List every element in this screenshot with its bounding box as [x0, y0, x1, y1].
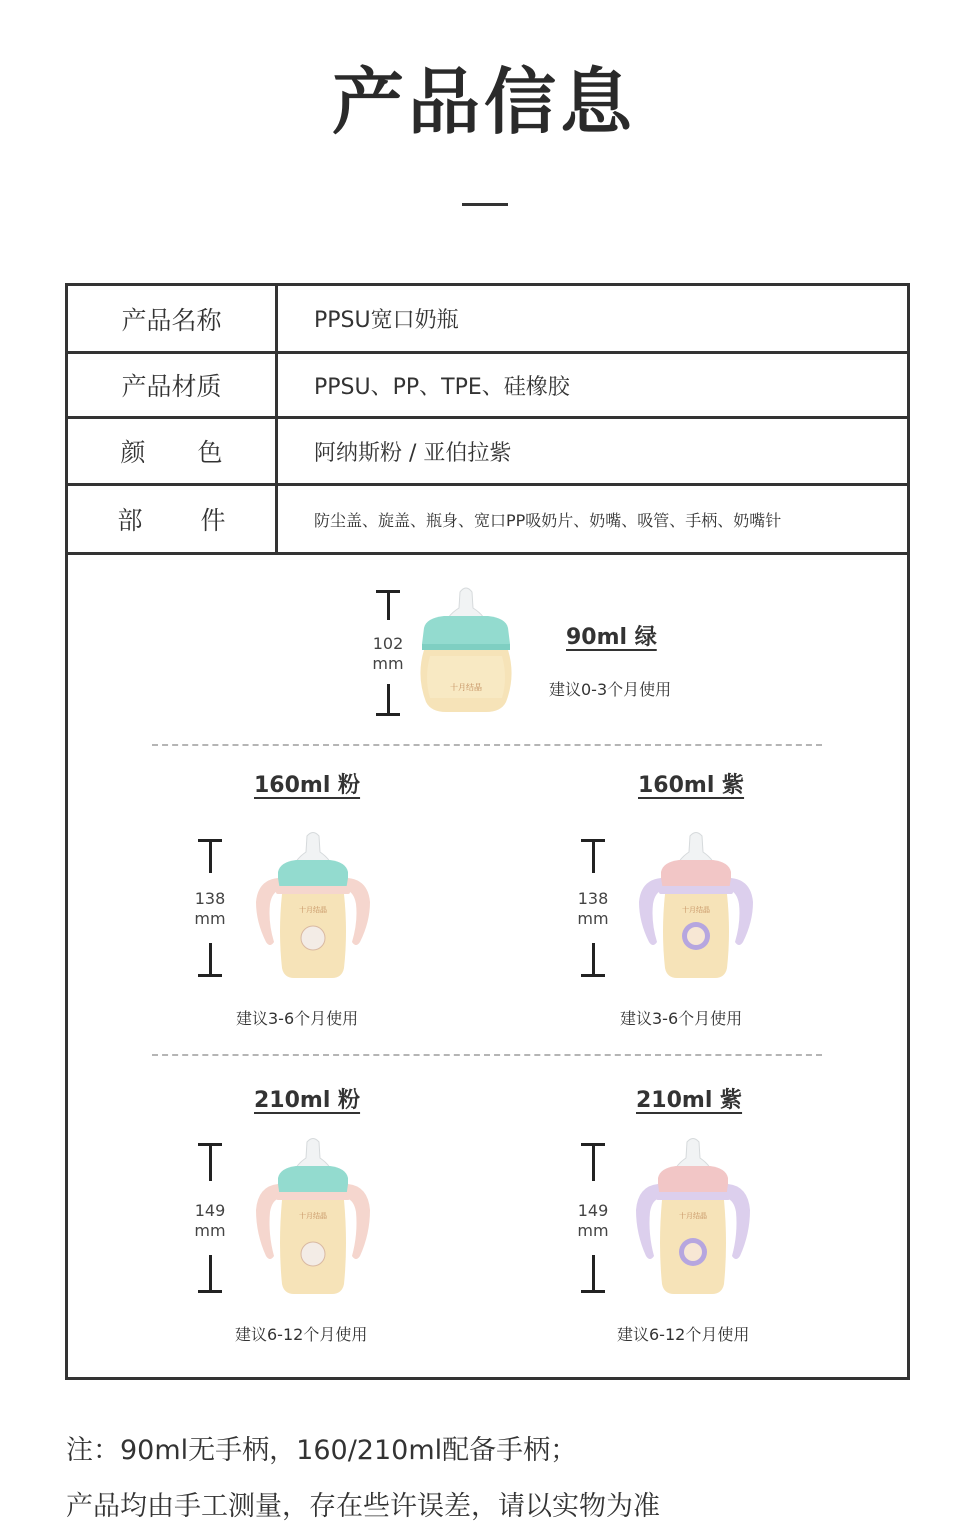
- measure-unit-160ml-purple: mm: [577, 909, 609, 928]
- height-measure-210ml-pink: [190, 1143, 230, 1293]
- measure-line-top: [592, 1143, 595, 1181]
- measure-line-top: [387, 590, 390, 620]
- row-label-color: [68, 419, 278, 483]
- row-value-name: PPSU宽口奶瓶: [314, 308, 459, 333]
- table-row-name: [68, 286, 907, 354]
- measure-line-bottom: [209, 1255, 212, 1293]
- title-divider: [462, 203, 508, 206]
- bottle-brand: 十月结晶: [682, 906, 710, 914]
- measure-line-bottom: [209, 943, 212, 977]
- size-label-210ml-pink: 210ml 粉: [254, 1088, 361, 1113]
- height-measure-90ml: [368, 590, 408, 716]
- bottle-210ml-purple-image: [628, 1138, 758, 1300]
- row-label-parts: [68, 486, 278, 552]
- measure-line-bottom: [592, 943, 595, 977]
- row-label-parts-char-2: 件: [200, 506, 226, 535]
- row-label-material: 产品材质: [68, 354, 278, 416]
- measure-unit-90ml: mm: [372, 654, 404, 673]
- bottle-210ml-pink-image: [248, 1138, 378, 1300]
- age-hint-90ml: 建议0-3个月使用: [549, 680, 672, 699]
- table-row-parts: [68, 486, 907, 555]
- bottle-160ml-pink-image: [248, 832, 378, 984]
- measure-value-160ml-purple: 138: [577, 889, 609, 908]
- measure-unit-160ml-pink: mm: [194, 909, 226, 928]
- measure-bottom-cap: [198, 1290, 222, 1293]
- size-label-160ml-pink: 160ml 粉: [254, 773, 361, 798]
- height-measure-210ml-purple: [573, 1143, 613, 1293]
- section-divider-1: [152, 744, 822, 746]
- row-label-name: 产品名称: [68, 286, 278, 351]
- table-row-material: [68, 354, 907, 419]
- age-hint-160ml-pink: 建议3-6个月使用: [236, 1009, 359, 1028]
- measure-line-top: [592, 839, 595, 873]
- bottle-brand: 十月结晶: [299, 906, 327, 914]
- age-hint-160ml-purple: 建议3-6个月使用: [620, 1009, 743, 1028]
- row-label-color-char-2: 色: [197, 438, 223, 467]
- measure-line-bottom: [387, 684, 390, 714]
- bottle-90ml-image: [416, 586, 516, 716]
- bottle-brand: 十月结晶: [679, 1212, 707, 1220]
- age-hint-210ml-pink: 建议6-12个月使用: [235, 1325, 368, 1344]
- measure-unit-210ml-purple: mm: [577, 1221, 609, 1240]
- measure-bottom-cap: [198, 974, 222, 977]
- size-label-90ml: 90ml 绿: [566, 625, 657, 650]
- bottle-brand: 十月结晶: [299, 1212, 327, 1220]
- measure-bottom-cap: [376, 713, 400, 716]
- measure-bottom-cap: [581, 1290, 605, 1293]
- size-label-160ml-purple: 160ml 紫: [638, 773, 745, 798]
- row-value-material: PPSU、PP、TPE、硅橡胶: [314, 374, 570, 400]
- measure-value-160ml-pink: 138: [194, 889, 226, 908]
- note-handle: 注：90ml无手柄，160/210ml配备手柄；: [66, 1435, 578, 1466]
- row-value-parts: 防尘盖、旋盖、瓶身、宽口PP吸奶片、奶嘴、吸管、手柄、奶嘴针: [314, 510, 782, 530]
- measure-line-top: [209, 839, 212, 873]
- age-hint-210ml-purple: 建议6-12个月使用: [617, 1325, 750, 1344]
- table-row-color: [68, 419, 907, 486]
- measure-value-90ml: 102: [372, 634, 404, 653]
- height-measure-160ml-purple: [573, 839, 613, 977]
- measure-line-top: [209, 1143, 212, 1181]
- measure-line-bottom: [592, 1255, 595, 1293]
- bottle-brand: 十月结晶: [450, 683, 482, 692]
- row-value-color: 阿纳斯粉 / 亚伯拉紫: [314, 440, 512, 466]
- bottle-160ml-purple-image: [631, 832, 761, 984]
- note-measurement: 产品均由手工测量，存在些许误差，请以实物为准: [66, 1491, 660, 1522]
- section-divider-2: [152, 1054, 822, 1056]
- measure-bottom-cap: [581, 974, 605, 977]
- measure-unit-210ml-pink: mm: [194, 1221, 226, 1240]
- page-title: 产品信息: [331, 60, 636, 144]
- row-label-color-char-1: 颜: [120, 438, 146, 467]
- size-label-210ml-purple: 210ml 紫: [636, 1088, 743, 1113]
- height-measure-160ml-pink: [190, 839, 230, 977]
- measure-value-210ml-purple: 149: [577, 1201, 609, 1220]
- measure-value-210ml-pink: 149: [194, 1201, 226, 1220]
- product-info-table: [65, 283, 910, 1380]
- row-label-parts-char-1: 部: [117, 506, 143, 535]
